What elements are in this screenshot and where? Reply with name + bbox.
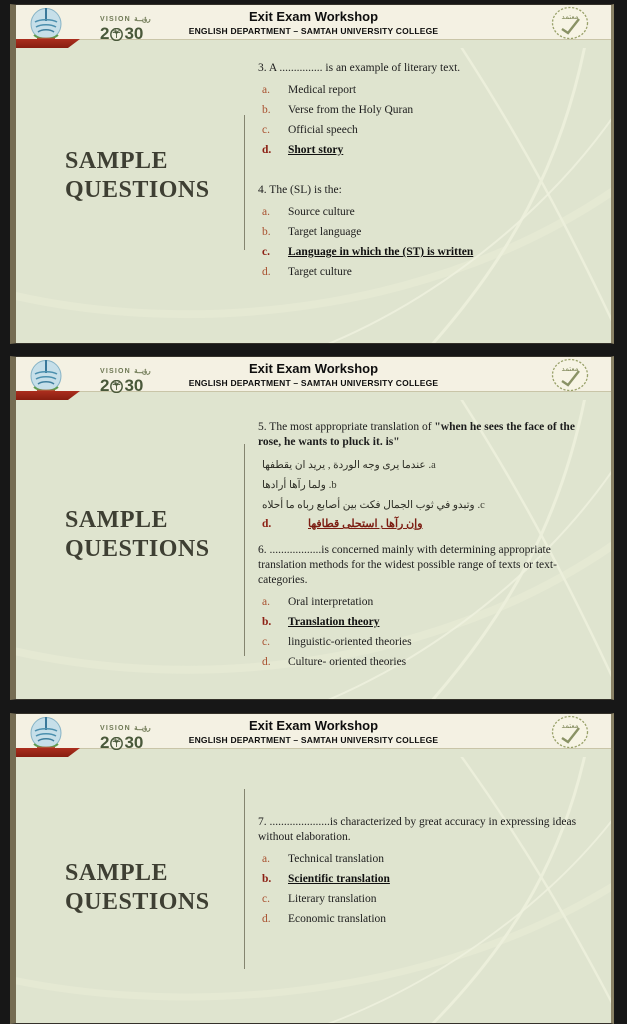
slide-3: [10, 713, 614, 1024]
vision-2030-logo: [100, 8, 172, 42]
option-letter: d.: [262, 518, 272, 530]
red-accent-bar: [16, 748, 80, 757]
slide-header: [16, 714, 611, 752]
answer-option-correct: [254, 144, 590, 158]
option-text: Verse from the Holy Quran: [288, 104, 414, 116]
red-accent-bar: [16, 391, 80, 400]
stamp-text: معتمد: [561, 722, 579, 730]
question-text: 7. .....................is characterized by great accuracy in expressing ideas without elaboration.: [258, 816, 577, 843]
slide-1: [10, 4, 614, 344]
university-logo: [29, 715, 63, 752]
option-letter: d.: [262, 144, 272, 156]
stamp-text: معتمد: [561, 13, 579, 21]
sample-questions-title: [65, 147, 210, 205]
option-text: Technical translation: [288, 853, 384, 865]
option-text: عندما يرى وجه الوردة , يريد ان يقطفها: [262, 460, 426, 471]
answer-option: [254, 226, 590, 240]
option-letter: b.: [328, 480, 337, 491]
option-text: ولما رآها أرادها: [262, 480, 326, 491]
question-text: 6. ..................is concerned mainly with determining appropriate translation methods for the widest possible range of texts or text-categories.: [258, 544, 557, 586]
vision-year-prefix: 2: [100, 24, 110, 43]
question-6: [254, 543, 590, 676]
vision-year-prefix: 2: [100, 733, 110, 752]
palm-emblem-icon: [110, 28, 123, 41]
option-text: Short story: [288, 144, 344, 156]
question-text-bold: "when he sees the face of the rose, he wants to pluck it. is": [258, 421, 575, 448]
question-3: [254, 61, 590, 164]
answer-option-arabic: [254, 498, 590, 513]
option-letter: c.: [262, 124, 270, 136]
answer-option: [254, 853, 590, 867]
sample-line: SAMPLE: [65, 507, 169, 533]
option-letter: a.: [262, 84, 270, 96]
university-logo: [29, 6, 63, 43]
option-text: Culture- oriented theories: [288, 656, 407, 668]
vision-year-suffix: 30: [124, 376, 144, 395]
option-letter: d.: [262, 266, 271, 278]
sample-line: QUESTIONS: [65, 177, 210, 203]
option-letter: c.: [262, 893, 270, 905]
answer-option: [254, 266, 590, 280]
vision-2030-logo: [100, 360, 172, 394]
option-text: Language in which the (ST) is written: [288, 246, 474, 258]
vertical-divider: [244, 444, 245, 656]
sample-line: QUESTIONS: [65, 889, 210, 915]
vision-label-arabic: رؤيــة: [134, 16, 151, 23]
option-letter: a.: [262, 596, 270, 608]
option-letter: b.: [262, 104, 271, 116]
option-text: Translation theory: [288, 616, 380, 628]
slide-header: [16, 357, 611, 395]
sample-line: SAMPLE: [65, 148, 169, 174]
answer-option-correct: [254, 246, 590, 260]
option-text: Target language: [288, 226, 362, 238]
slide-title: Exit Exam Workshop: [248, 9, 379, 24]
vertical-divider: [244, 789, 245, 969]
option-text: وإن رآها , استحلى قطافها: [308, 518, 423, 530]
answer-option: [254, 206, 590, 220]
question-5: [254, 420, 590, 538]
answer-option-correct: [254, 616, 590, 630]
accreditation-stamp-icon: [550, 358, 590, 392]
option-text: Medical report: [288, 84, 357, 96]
vision-year-suffix: 30: [124, 733, 144, 752]
vision-label: VISION: [100, 725, 131, 732]
answer-option-arabic: [254, 458, 590, 473]
slide-body: [16, 757, 611, 1023]
question-7: [254, 815, 590, 933]
option-text: Oral interpretation: [288, 596, 374, 608]
option-letter: b.: [262, 226, 271, 238]
option-letter: c.: [262, 636, 270, 648]
vision-label-arabic: رؤيــة: [134, 368, 151, 375]
slide-title: Exit Exam Workshop: [248, 361, 379, 376]
palm-emblem-icon: [110, 380, 123, 393]
answer-option: [254, 596, 590, 610]
answer-option-arabic: [254, 478, 590, 493]
slide-body: [16, 48, 611, 343]
sample-questions-title: [65, 506, 210, 564]
vision-year-suffix: 30: [124, 24, 144, 43]
sample-line: QUESTIONS: [65, 536, 210, 562]
option-text: Economic translation: [288, 913, 387, 925]
slide-title: Exit Exam Workshop: [248, 718, 379, 733]
answer-option: [254, 124, 590, 138]
question-4: [254, 183, 590, 286]
stamp-text: معتمد: [561, 365, 579, 373]
option-letter: c.: [477, 500, 485, 511]
sample-questions-title: [65, 859, 210, 917]
slide-subtitle: ENGLISH DEPARTMENT – SAMTAH UNIVERSITY COLLEGE: [188, 378, 439, 388]
option-text: Source culture: [288, 206, 355, 218]
palm-emblem-icon: [110, 737, 123, 750]
vision-year-prefix: 2: [100, 376, 110, 395]
red-accent-bar: [16, 39, 80, 48]
vision-label-arabic: رؤيــة: [134, 725, 151, 732]
vision-2030-logo: [100, 717, 172, 751]
option-letter: c.: [262, 246, 270, 258]
question-text: 4. The (SL) is the:: [258, 184, 342, 196]
option-letter: d.: [262, 913, 271, 925]
answer-option: [254, 636, 590, 650]
answer-option: [254, 656, 590, 670]
answer-option: [254, 893, 590, 907]
answer-option-correct: [254, 873, 590, 887]
sample-line: SAMPLE: [65, 860, 169, 886]
option-letter: a.: [262, 853, 270, 865]
option-text: وتبدو في ثوب الجمال فكت بين أصابع رباه ما أحلاه: [262, 500, 475, 511]
option-letter: b.: [262, 616, 272, 628]
slide-header: [16, 5, 611, 43]
option-letter: b.: [262, 873, 272, 885]
slide-2: [10, 356, 614, 700]
university-logo: [29, 358, 63, 395]
option-letter: a.: [262, 206, 270, 218]
vertical-divider: [244, 115, 245, 250]
option-text: Scientific translation: [288, 873, 390, 885]
option-letter: a.: [428, 460, 436, 471]
vision-label: VISION: [100, 368, 131, 375]
accreditation-stamp-icon: [550, 6, 590, 40]
answer-option: [254, 104, 590, 118]
option-letter: d.: [262, 656, 271, 668]
answer-option: [254, 913, 590, 927]
option-text: linguistic-oriented theories: [288, 636, 412, 648]
vision-label: VISION: [100, 16, 131, 23]
slide-body: [16, 400, 611, 699]
question-text: 3. A ............... is an example of literary text.: [258, 62, 461, 74]
slide-subtitle: ENGLISH DEPARTMENT – SAMTAH UNIVERSITY COLLEGE: [188, 735, 439, 745]
answer-option-correct: [254, 518, 590, 532]
answer-option: [254, 84, 590, 98]
option-text: Literary translation: [288, 893, 377, 905]
slide-subtitle: ENGLISH DEPARTMENT – SAMTAH UNIVERSITY COLLEGE: [188, 26, 439, 36]
question-text: 5. The most appropriate translation of "when he sees the face of the rose, he wants to pluck it. is": [258, 421, 575, 448]
accreditation-stamp-icon: [550, 715, 590, 749]
option-text: Target culture: [288, 266, 352, 278]
option-text: Official speech: [288, 124, 358, 136]
